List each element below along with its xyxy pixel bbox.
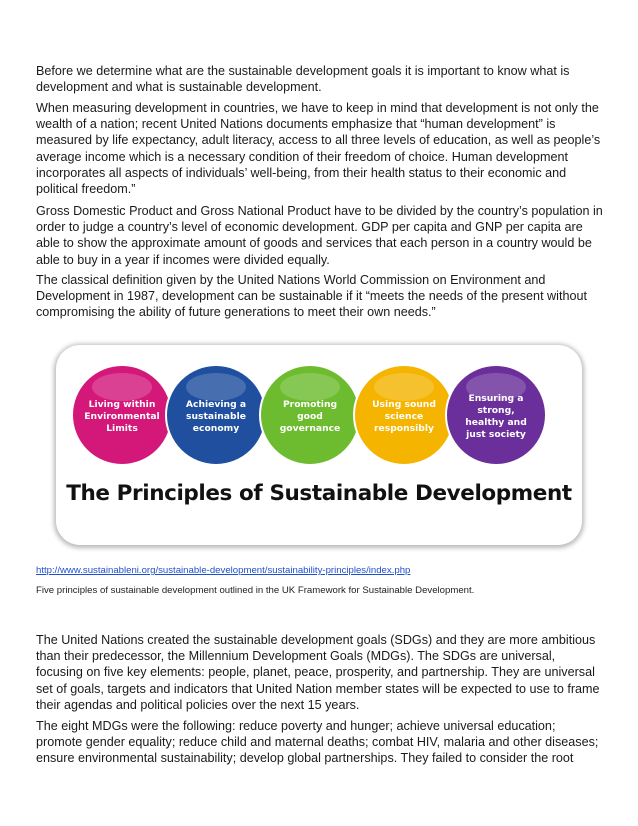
principle-label-line: governance	[279, 423, 341, 434]
principles-circles	[56, 345, 582, 545]
principle-circle-4	[354, 365, 454, 465]
principle-label-line: science	[384, 411, 424, 422]
principle-label-line: just society	[466, 429, 526, 440]
principle-label-line: Ensuring a	[468, 393, 524, 404]
paragraph-mdgs: The eight MDGs were the following: reduce poverty and hunger; achieve universal education; promote gender equality; reduce child and maternal deaths; combat HIV, malaria and other diseases; ensure environmental sustainability; develop global partnerships. They failed to consider the root	[36, 719, 599, 766]
paragraph-classical-definition: The classical definition given by the United Nations World Commission on Environment and Development in 1987, development can be sustainable if it “meets the needs of the present without compromising the ability of future generations to meet their own needs.”	[36, 273, 587, 320]
figure-caption: Five principles of sustainable development outlined in the UK Framework for Sustainable Development.	[36, 585, 475, 596]
principle-label-line: Promoting	[282, 399, 338, 410]
principle-label-line: healthy and	[465, 417, 527, 428]
principle-label-line: Limits	[106, 423, 138, 434]
paragraph-gdp-gnp: Gross Domestic Product and Gross National Product have to be divided by the country’s population in order to judge a country’s level of economic development. GDP per capita and GNP per capita are able to show the approximate amount of goods and services that each person in a country would be able to buy in a year if incomes were divided equally.	[36, 204, 603, 267]
principle-label-line: Using sound	[372, 399, 436, 410]
principle-label-line: responsibly	[374, 423, 434, 434]
principle-circle-2	[166, 365, 266, 465]
principle-circle-3	[260, 365, 360, 465]
principle-circle-1	[72, 365, 172, 465]
principle-label-line: Living within	[88, 399, 156, 410]
paragraph-sdgs: The United Nations created the sustainable development goals (SDGs) and they are more ambitious than their predecessor, the Millennium Development Goals (MDGs). The SDGs are universal, focusing on five key elements: people, planet, peace, prosperity, and partnership. They are universal set of goals, targets and indicators that United Nation member states will be expected to use to frame their agendas and political policies over the next 15 years.	[36, 633, 600, 712]
figure-title: The Principles of Sustainable Development	[66, 481, 572, 506]
principle-label-line: Environmental	[84, 411, 160, 422]
principles-figure	[56, 345, 582, 545]
principle-label-line: strong,	[477, 405, 515, 416]
principle-label-line: economy	[192, 423, 240, 434]
principle-label-line: sustainable	[186, 411, 246, 422]
paragraph-human-development: When measuring development in countries, we have to keep in mind that development is not only the wealth of a nation; recent United Nations documents emphasize that “human development” is measured by life expectancy, adult literacy, access to all three levels of education, as well as people’s average income which is a necessary condition of their freedom of choice. Human development incorporates all aspects of individuals’ well-being, from their health status to their economic and political freedom.”	[36, 101, 601, 197]
paragraph-intro: Before we determine what are the sustainable development goals it is important to know what is development and what is sustainable development.	[36, 64, 570, 95]
source-link[interactable]: http://www.sustainableni.org/sustainable-development/sustainability-principles/index.php	[36, 565, 411, 576]
principle-circle-5	[446, 365, 546, 465]
principle-label-line: good	[297, 411, 323, 422]
principle-label-line: Achieving a	[185, 399, 247, 410]
